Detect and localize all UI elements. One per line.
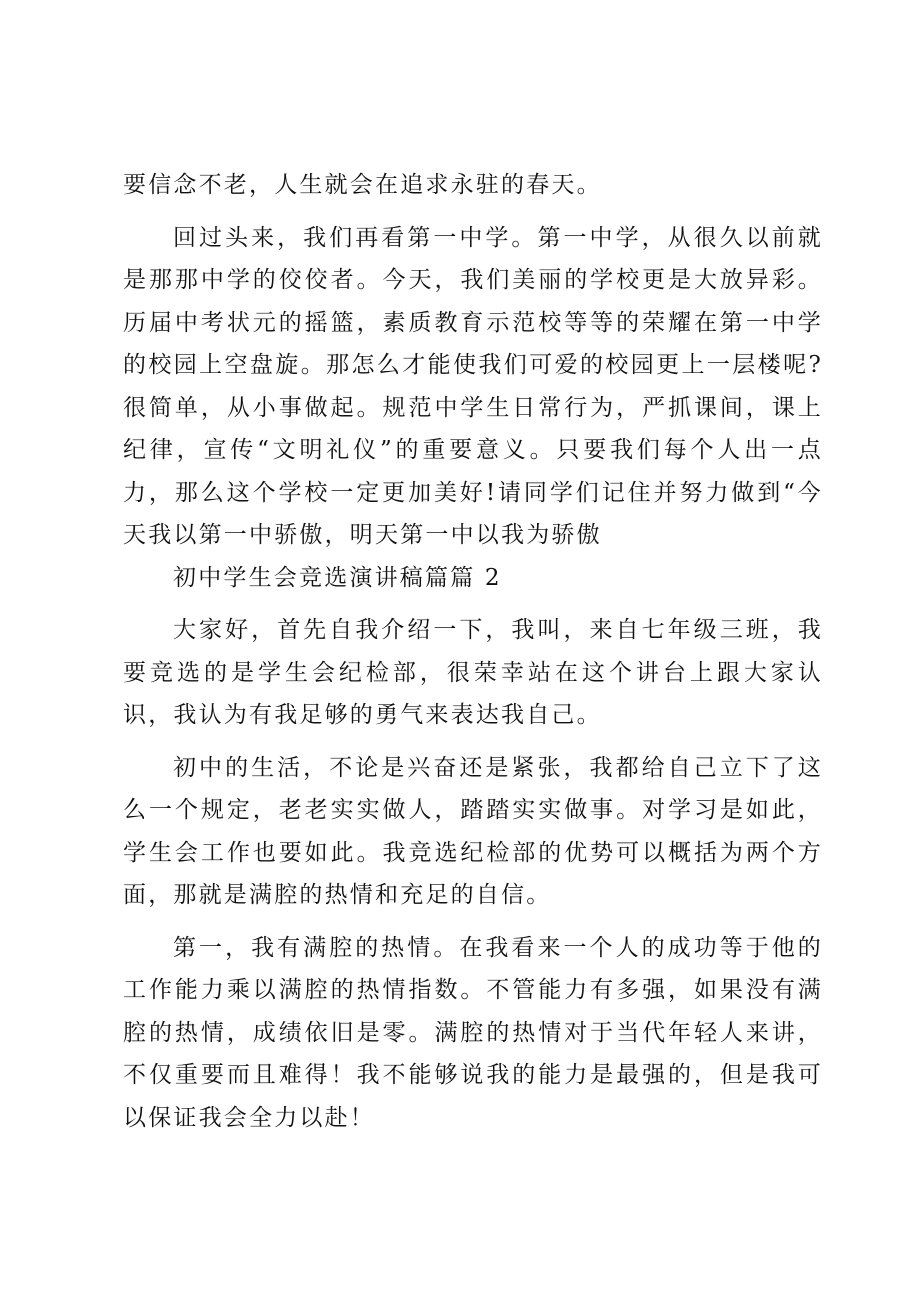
section-heading: 初中学生会竞选演讲稿篇篇 2: [173, 564, 502, 591]
paragraph-introduction: 大家好，首先自我介绍一下，我叫，来自七年级三班，我要竞选的是学生会纪检部，很荣幸站在这个讲台上跟大家认识，我认为有我足够的勇气来表达我自己。: [123, 617, 823, 728]
paragraph-enthusiasm: 第一，我有满腔的热情。在我看来一个人的成功等于他的工作能力乘以满腔的热情指数。不管能力有多强，如果没有满腔的热情，成绩依旧是零。满腔的热情对于当代年轻人来讲，不仅重要而且难得！我不能够说我的能力是最强的，但是我可以保证我会全力以赴！: [123, 934, 823, 1131]
paragraph-middle-school-life: 初中的生活，不论是兴奋还是紧张，我都给自己立下了这么一个规定，老老实实做人，踏踏实实做事。对学习是如此，学生会工作也要如此。我竞选纪检部的优势可以概括为两个方面，那就是满腔的热情和充足的自信。: [123, 754, 823, 908]
paragraph-first-school: 回过头来，我们再看第一中学。第一中学，从很久以前就是那那中学的佼佼者。今天，我们美丽的学校更是大放异彩。历届中考状元的摇篮，素质教育示范校等等的荣耀在第一中学的校园上空盘旋。那怎么才能使我们可爱的校园更上一层楼呢?很简单，从小事做起。规范中学生日常行为，严抓课间，课上纪律，宣传“文明礼仪”的重要意义。只要我们每个人出一点力，那么这个学校一定更加美好!请同学们记住并努力做到“今天我以第一中骄傲，明天第一中以我为骄傲: [123, 224, 823, 548]
document-body: [123, 164, 823, 1139]
paragraph-continuation: 要信念不老，人生就会在追求永驻的春天。: [123, 172, 602, 198]
